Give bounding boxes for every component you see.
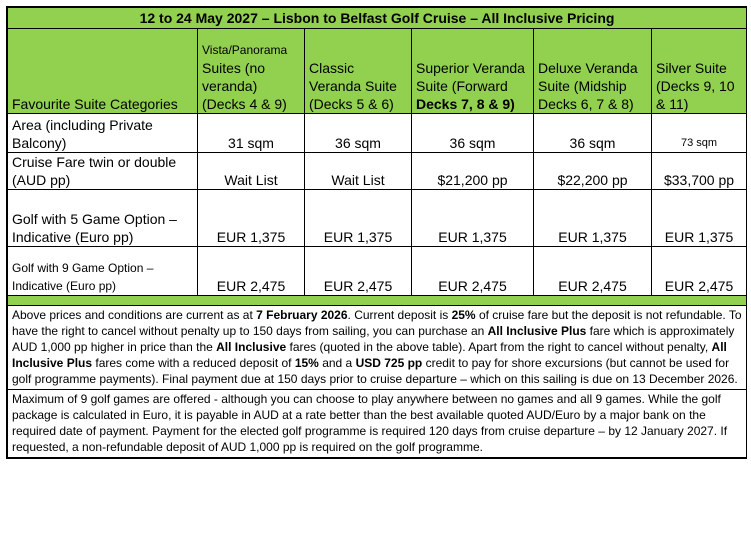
note-credit: USD 725 pp	[355, 356, 423, 370]
header-superior-b: Decks 7, 8 & 9)	[416, 96, 515, 112]
header-classic-veranda: Classic Veranda Suite (Decks 5 & 6)	[305, 29, 412, 114]
note-text: and a	[318, 356, 356, 370]
header-deluxe-veranda: Deluxe Veranda Suite (Midship Decks 6, 7 & 8)	[534, 29, 652, 114]
header-row	[8, 29, 747, 114]
cell-value: EUR 1,375	[198, 190, 305, 247]
row-label: Cruise Fare twin or double (AUD pp)	[8, 153, 198, 190]
cell-value: Wait List	[305, 153, 412, 190]
note-text: Above prices and conditions are current as at	[12, 308, 257, 322]
cell-value: EUR 1,375	[412, 190, 534, 247]
cell-value: EUR 1,375	[305, 190, 412, 247]
row-label: Golf with 5 Game Option – Indicative (Euro pp)	[8, 190, 198, 247]
header-silver-suite: Silver Suite (Decks 9, 10 & 11)	[652, 29, 747, 114]
cell-value: 73 sqm	[652, 114, 747, 153]
note-golf-text: Maximum of 9 golf games are offered - although you can choose to play anywhere between no games and all 9 games. While the golf package is calculated in Euro, it is payable in AUD at a rate better than the best available quoted AUD/Euro by a major bank on the required date of payment. Payment for the elected golf programme is required 120 days from cruise departure – by 12 January 2027. If requested, a non-refundable deposit of AUD 1,000 pp is required on the golf programme.	[8, 390, 747, 458]
header-superior-veranda	[412, 29, 534, 114]
note-text: fare which is approximately AUD 1,000 pp higher in price than the	[12, 324, 735, 354]
row-label: Golf with 9 Game Option – Indicative (Euro pp)	[8, 247, 198, 296]
cell-value: EUR 2,475	[652, 247, 747, 296]
cell-value: Wait List	[198, 153, 305, 190]
cell-value: 36 sqm	[412, 114, 534, 153]
cell-value: EUR 1,375	[652, 190, 747, 247]
note-all-inclusive: All Inclusive	[216, 340, 287, 354]
cell-value: 31 sqm	[198, 114, 305, 153]
pricing-sheet	[6, 6, 747, 459]
header-vista-line1: Vista/Panorama	[202, 43, 288, 57]
cell-value: EUR 2,475	[412, 247, 534, 296]
note-all-inclusive-plus: All Inclusive Plus	[487, 324, 587, 338]
header-vista-panorama	[198, 29, 305, 114]
header-category-label: Favourite Suite Categories	[8, 29, 198, 114]
cell-value: 36 sqm	[534, 114, 652, 153]
table-row-golf-9	[8, 247, 747, 296]
row-label: Area (including Private Balcony)	[8, 114, 198, 153]
note-reduced-deposit: 15%	[294, 356, 319, 370]
cell-value: EUR 2,475	[305, 247, 412, 296]
header-superior-a: Superior Veranda Suite (Forward	[416, 60, 525, 94]
note-text: of cruise fare but the deposit is not refundable. To have the right to cancel without penalty up to 150 days from sailing, you can purchase an	[12, 308, 742, 338]
cell-value: EUR 1,375	[534, 190, 652, 247]
cell-value: $22,200 pp	[534, 153, 652, 190]
note-text: fares (quoted in the above table). Apart from the right to cancel without penalty,	[286, 340, 712, 354]
green-divider	[8, 296, 747, 306]
cell-value: $33,700 pp	[652, 153, 747, 190]
cell-value: EUR 2,475	[534, 247, 652, 296]
cell-value: 36 sqm	[305, 114, 412, 153]
note-text: fares come with a reduced deposit of	[92, 356, 295, 370]
pricing-table	[7, 7, 747, 458]
note-conditions	[8, 306, 747, 390]
cell-value: EUR 2,475	[198, 247, 305, 296]
note-text: credit to pay for shore excursions (but cannot be used for golf programme payments). Final payment due at 150 days prior to cruise departure – which on this sailing is due on 13 December 2026.	[12, 356, 738, 386]
table-title: 12 to 24 May 2027 – Lisbon to Belfast Golf Cruise – All Inclusive Pricing	[8, 8, 747, 29]
table-row-cruise-fare	[8, 153, 747, 190]
note-all-inclusive-plus: All Inclusive Plus	[12, 340, 727, 370]
note-deposit-pct: 25%	[451, 308, 476, 322]
cell-value: $21,200 pp	[412, 153, 534, 190]
header-vista-line2: Suites (no veranda) (Decks 4 & 9)	[202, 60, 287, 112]
note-golf	[8, 390, 747, 458]
note-text: . Current deposit is	[347, 308, 452, 322]
table-row-area	[8, 114, 747, 153]
note-date: 7 February 2026	[256, 308, 348, 322]
table-row-golf-5	[8, 190, 747, 247]
